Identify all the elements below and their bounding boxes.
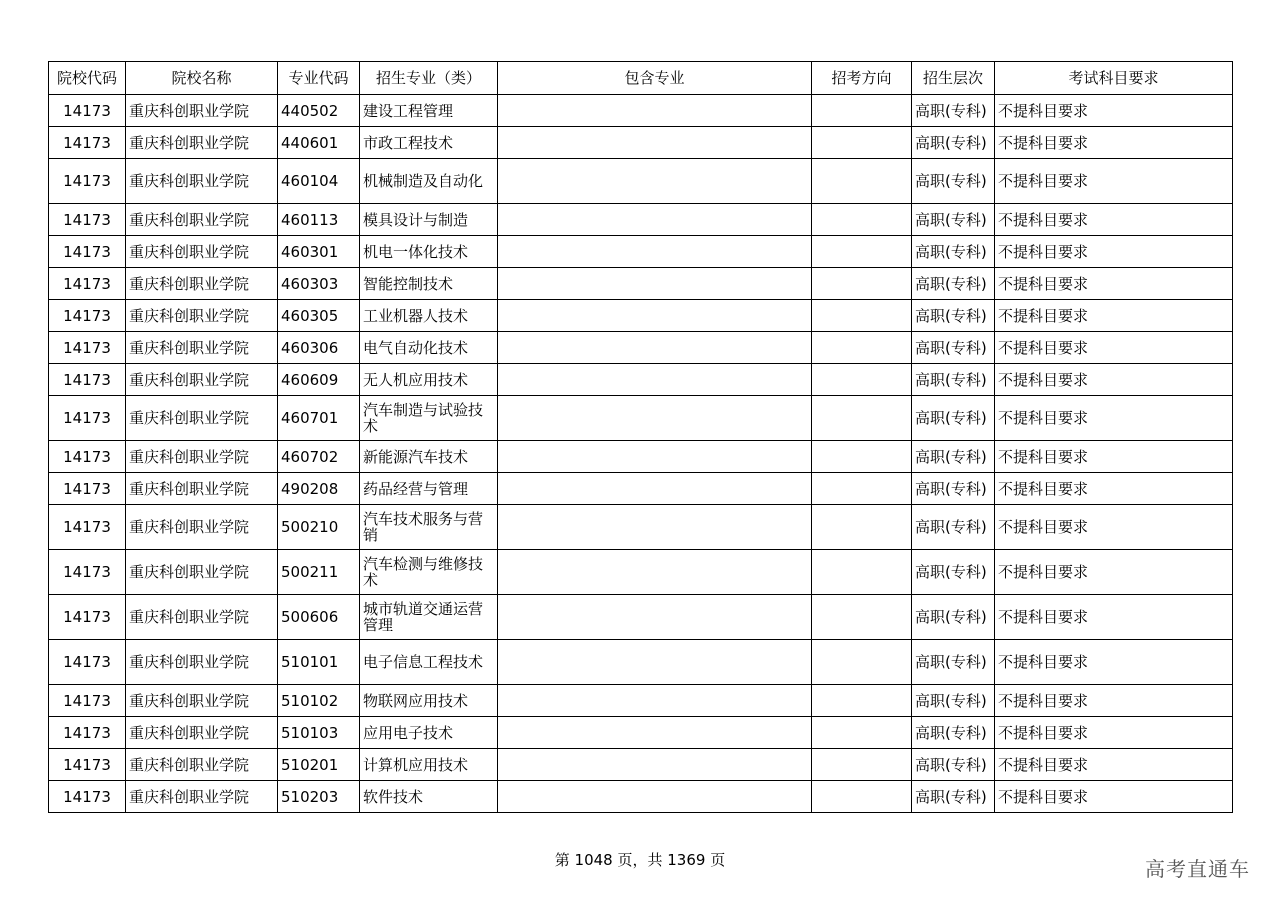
cell-level: 高职(专科) [912,550,995,595]
cell-included-majors [498,95,812,127]
cell-direction [812,332,912,364]
cell-included-majors [498,364,812,396]
cell-major: 电气自动化技术 [360,332,498,364]
cell-exam-requirement: 不提科目要求 [995,550,1233,595]
cell-school-name: 重庆科创职业学院 [126,127,278,159]
table-row [49,396,1233,441]
cell-included-majors [498,236,812,268]
table-row [49,236,1233,268]
header-major-code: 专业代码 [278,62,360,95]
cell-direction [812,595,912,640]
cell-school-code: 14173 [49,364,126,396]
cell-level: 高职(专科) [912,441,995,473]
cell-exam-requirement: 不提科目要求 [995,595,1233,640]
cell-direction [812,95,912,127]
cell-major: 无人机应用技术 [360,364,498,396]
cell-major-code: 500211 [278,550,360,595]
cell-included-majors [498,505,812,550]
cell-direction [812,749,912,781]
header-school-code: 院校代码 [49,62,126,95]
table-row [49,364,1233,396]
cell-school-code: 14173 [49,236,126,268]
admission-table [48,61,1233,813]
cell-level: 高职(专科) [912,717,995,749]
table-row [49,781,1233,813]
cell-included-majors [498,127,812,159]
cell-major: 汽车技术服务与营销 [360,505,498,550]
cell-exam-requirement: 不提科目要求 [995,204,1233,236]
cell-school-code: 14173 [49,332,126,364]
cell-direction [812,268,912,300]
cell-level: 高职(专科) [912,300,995,332]
cell-school-name: 重庆科创职业学院 [126,332,278,364]
cell-school-name: 重庆科创职业学院 [126,396,278,441]
cell-school-name: 重庆科创职业学院 [126,364,278,396]
cell-included-majors [498,441,812,473]
cell-school-name: 重庆科创职业学院 [126,268,278,300]
cell-included-majors [498,300,812,332]
cell-major: 机械制造及自动化 [360,159,498,204]
cell-school-code: 14173 [49,717,126,749]
table-row [49,550,1233,595]
table-row [49,441,1233,473]
cell-level: 高职(专科) [912,505,995,550]
cell-direction [812,685,912,717]
cell-major-code: 460305 [278,300,360,332]
cell-direction [812,159,912,204]
cell-direction [812,640,912,685]
cell-exam-requirement: 不提科目要求 [995,781,1233,813]
cell-school-name: 重庆科创职业学院 [126,685,278,717]
table-row [49,717,1233,749]
cell-major-code: 460306 [278,332,360,364]
cell-school-code: 14173 [49,505,126,550]
cell-major-code: 460301 [278,236,360,268]
cell-major-code: 510203 [278,781,360,813]
cell-major: 模具设计与制造 [360,204,498,236]
cell-level: 高职(专科) [912,268,995,300]
cell-major-code: 490208 [278,473,360,505]
cell-included-majors [498,781,812,813]
header-direction: 招考方向 [812,62,912,95]
cell-direction [812,127,912,159]
cell-school-code: 14173 [49,781,126,813]
cell-major: 城市轨道交通运营管理 [360,595,498,640]
cell-major-code: 460609 [278,364,360,396]
cell-level: 高职(专科) [912,396,995,441]
cell-included-majors [498,473,812,505]
cell-major-code: 460702 [278,441,360,473]
table-row [49,204,1233,236]
cell-school-name: 重庆科创职业学院 [126,640,278,685]
cell-direction [812,550,912,595]
cell-school-code: 14173 [49,127,126,159]
table-row [49,159,1233,204]
table-row [49,640,1233,685]
cell-school-name: 重庆科创职业学院 [126,95,278,127]
cell-school-code: 14173 [49,396,126,441]
cell-major: 汽车制造与试验技术 [360,396,498,441]
cell-major: 物联网应用技术 [360,685,498,717]
cell-school-name: 重庆科创职业学院 [126,204,278,236]
cell-direction [812,781,912,813]
cell-school-code: 14173 [49,685,126,717]
cell-level: 高职(专科) [912,595,995,640]
cell-level: 高职(专科) [912,749,995,781]
header-major: 招生专业（类） [360,62,498,95]
table-row [49,685,1233,717]
cell-exam-requirement: 不提科目要求 [995,473,1233,505]
cell-school-name: 重庆科创职业学院 [126,159,278,204]
cell-exam-requirement: 不提科目要求 [995,332,1233,364]
table-row [49,749,1233,781]
cell-school-name: 重庆科创职业学院 [126,300,278,332]
cell-included-majors [498,268,812,300]
cell-school-name: 重庆科创职业学院 [126,717,278,749]
cell-school-name: 重庆科创职业学院 [126,595,278,640]
cell-school-name: 重庆科创职业学院 [126,441,278,473]
cell-exam-requirement: 不提科目要求 [995,300,1233,332]
watermark-logo: 高考直通车 [1145,857,1250,881]
cell-major: 市政工程技术 [360,127,498,159]
cell-school-code: 14173 [49,595,126,640]
cell-direction [812,364,912,396]
cell-major-code: 500606 [278,595,360,640]
cell-major: 应用电子技术 [360,717,498,749]
cell-school-code: 14173 [49,95,126,127]
cell-school-code: 14173 [49,204,126,236]
cell-school-code: 14173 [49,159,126,204]
cell-exam-requirement: 不提科目要求 [995,640,1233,685]
cell-major-code: 510101 [278,640,360,685]
cell-direction [812,236,912,268]
cell-school-code: 14173 [49,550,126,595]
table-header-row [49,62,1233,95]
cell-direction [812,396,912,441]
cell-included-majors [498,595,812,640]
cell-school-code: 14173 [49,640,126,685]
cell-major-code: 510102 [278,685,360,717]
cell-major: 药品经营与管理 [360,473,498,505]
table-row [49,505,1233,550]
cell-major-code: 460303 [278,268,360,300]
cell-school-name: 重庆科创职业学院 [126,505,278,550]
cell-school-name: 重庆科创职业学院 [126,781,278,813]
cell-level: 高职(专科) [912,127,995,159]
cell-major-code: 460113 [278,204,360,236]
cell-exam-requirement: 不提科目要求 [995,749,1233,781]
cell-included-majors [498,640,812,685]
cell-major-code: 510103 [278,717,360,749]
cell-major: 软件技术 [360,781,498,813]
cell-direction [812,473,912,505]
cell-level: 高职(专科) [912,685,995,717]
cell-included-majors [498,396,812,441]
cell-level: 高职(专科) [912,364,995,396]
cell-major: 工业机器人技术 [360,300,498,332]
table-row [49,127,1233,159]
cell-major: 建设工程管理 [360,95,498,127]
cell-exam-requirement: 不提科目要求 [995,396,1233,441]
table-row [49,595,1233,640]
cell-major: 智能控制技术 [360,268,498,300]
cell-school-code: 14173 [49,268,126,300]
cell-direction [812,204,912,236]
table-row [49,332,1233,364]
cell-school-code: 14173 [49,300,126,332]
cell-included-majors [498,717,812,749]
cell-exam-requirement: 不提科目要求 [995,717,1233,749]
cell-level: 高职(专科) [912,473,995,505]
cell-school-name: 重庆科创职业学院 [126,749,278,781]
cell-major-code: 440502 [278,95,360,127]
table-row [49,300,1233,332]
cell-exam-requirement: 不提科目要求 [995,159,1233,204]
cell-level: 高职(专科) [912,236,995,268]
cell-included-majors [498,550,812,595]
cell-major: 电子信息工程技术 [360,640,498,685]
cell-major-code: 460104 [278,159,360,204]
cell-major: 汽车检测与维修技术 [360,550,498,595]
cell-school-name: 重庆科创职业学院 [126,236,278,268]
cell-direction [812,441,912,473]
cell-major: 计算机应用技术 [360,749,498,781]
cell-level: 高职(专科) [912,95,995,127]
cell-major-code: 440601 [278,127,360,159]
cell-school-name: 重庆科创职业学院 [126,473,278,505]
cell-level: 高职(专科) [912,640,995,685]
header-school-name: 院校名称 [126,62,278,95]
table-row [49,473,1233,505]
header-included-majors: 包含专业 [498,62,812,95]
cell-exam-requirement: 不提科目要求 [995,127,1233,159]
cell-included-majors [498,749,812,781]
cell-included-majors [498,332,812,364]
cell-included-majors [498,159,812,204]
cell-major-code: 510201 [278,749,360,781]
cell-exam-requirement: 不提科目要求 [995,236,1233,268]
cell-exam-requirement: 不提科目要求 [995,268,1233,300]
cell-school-code: 14173 [49,473,126,505]
cell-level: 高职(专科) [912,159,995,204]
cell-direction [812,300,912,332]
table-row [49,95,1233,127]
header-exam-requirement: 考试科目要求 [995,62,1233,95]
cell-school-code: 14173 [49,749,126,781]
cell-exam-requirement: 不提科目要求 [995,364,1233,396]
cell-school-name: 重庆科创职业学院 [126,550,278,595]
cell-major: 机电一体化技术 [360,236,498,268]
cell-direction [812,505,912,550]
page-number: 第 1048 页，共 1369 页 [554,851,726,869]
header-level: 招生层次 [912,62,995,95]
cell-major-code: 460701 [278,396,360,441]
cell-level: 高职(专科) [912,781,995,813]
cell-exam-requirement: 不提科目要求 [995,685,1233,717]
cell-major: 新能源汽车技术 [360,441,498,473]
cell-major-code: 500210 [278,505,360,550]
cell-exam-requirement: 不提科目要求 [995,441,1233,473]
cell-exam-requirement: 不提科目要求 [995,95,1233,127]
cell-level: 高职(专科) [912,204,995,236]
cell-school-code: 14173 [49,441,126,473]
cell-exam-requirement: 不提科目要求 [995,505,1233,550]
table-row [49,268,1233,300]
cell-included-majors [498,685,812,717]
cell-direction [812,717,912,749]
cell-included-majors [498,204,812,236]
cell-level: 高职(专科) [912,332,995,364]
